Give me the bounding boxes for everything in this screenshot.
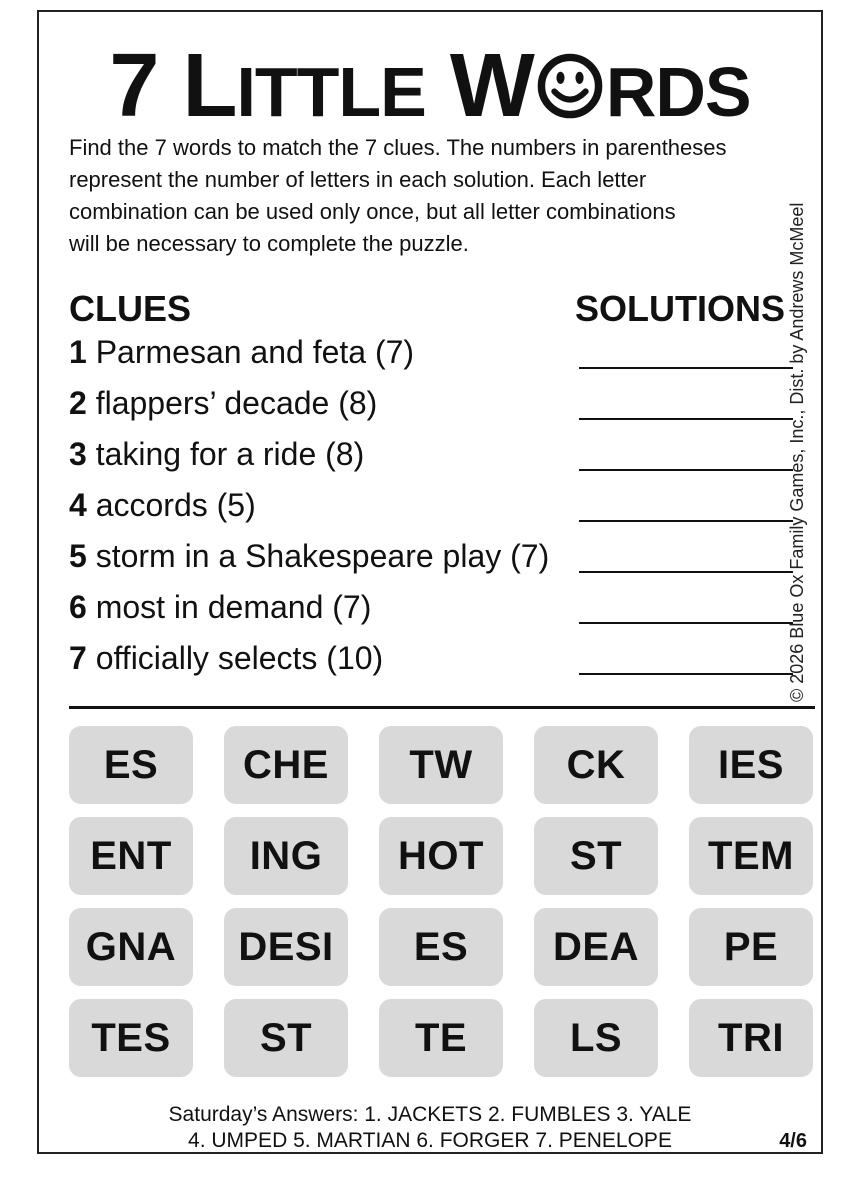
clue-number: 5 [69, 538, 87, 574]
title-l: L [182, 36, 237, 136]
clue-4 [69, 485, 256, 525]
solution-blank-3[interactable] [579, 469, 793, 471]
letter-tile[interactable]: PE [689, 908, 813, 986]
instructions-line: Find the 7 words to match the 7 clues. The numbers in parentheses [69, 135, 727, 160]
letter-tile[interactable]: ING [224, 817, 348, 895]
solution-blank-2[interactable] [579, 418, 793, 420]
puzzle-title [39, 36, 821, 142]
clue-7 [69, 638, 383, 678]
clue-number: 1 [69, 334, 87, 370]
clues-header: CLUES [69, 288, 192, 329]
clue-text: most in demand (7) [86, 589, 372, 625]
clue-6 [69, 587, 371, 627]
solutions-header: SOLUTIONS [575, 288, 786, 329]
letter-tile[interactable]: TES [69, 999, 193, 1077]
letter-tile[interactable]: DEA [534, 908, 658, 986]
clue-number: 2 [69, 385, 87, 421]
letter-tile[interactable]: TE [379, 999, 503, 1077]
clue-text: taking for a ride (8) [86, 436, 365, 472]
divider-rule [69, 706, 815, 709]
title-rds: RDS [605, 53, 751, 131]
letter-tile[interactable]: ES [379, 908, 503, 986]
letter-tile[interactable]: CK [534, 726, 658, 804]
solution-blank-6[interactable] [579, 622, 793, 624]
clue-text: accords (5) [86, 487, 256, 523]
puzzle-frame [37, 10, 823, 1154]
letter-tile[interactable]: GNA [69, 908, 193, 986]
clue-text: flappers’ decade (8) [86, 385, 378, 421]
instructions [69, 132, 817, 260]
instructions-line: will be necessary to complete the puzzle. [69, 231, 469, 256]
clue-2 [69, 383, 377, 423]
solution-blank-7[interactable] [579, 673, 793, 675]
clue-text: officially selects (10) [86, 640, 384, 676]
clue-5 [69, 536, 549, 576]
clue-1 [69, 332, 414, 372]
clue-3 [69, 434, 364, 474]
solution-blank-5[interactable] [579, 571, 793, 573]
letter-tile[interactable]: CHE [224, 726, 348, 804]
clue-number: 7 [69, 640, 87, 676]
letter-tile[interactable]: IES [689, 726, 813, 804]
previous-answers-line-2: 4. UMPED 5. MARTIAN 6. FORGER 7. PENELOPE [188, 1129, 672, 1152]
solution-blank-1[interactable] [579, 367, 793, 369]
letter-tile[interactable]: ST [224, 999, 348, 1077]
solution-blank-4[interactable] [579, 520, 793, 522]
letter-tile[interactable]: DESI [224, 908, 348, 986]
title-w: W [449, 36, 534, 136]
instructions-line: represent the number of letters in each solution. Each letter [69, 167, 647, 192]
clue-number: 4 [69, 487, 87, 523]
letter-tile[interactable]: TRI [689, 999, 813, 1077]
letter-tile[interactable]: TW [379, 726, 503, 804]
letter-tile[interactable]: TEM [689, 817, 813, 895]
letter-tile[interactable]: HOT [379, 817, 503, 895]
letter-tile[interactable]: ST [534, 817, 658, 895]
smiley-icon [536, 52, 604, 120]
instructions-line: combination can be used only once, but all letter combinations [69, 199, 676, 224]
copyright-credit: © 2026 Blue Ox Family Games, Inc., Dist. by Andrews McMeel [787, 202, 807, 702]
previous-answers-line-1: Saturday’s Answers: 1. JACKETS 2. FUMBLES 3. YALE [168, 1103, 692, 1126]
clue-number: 6 [69, 589, 87, 625]
title-number: 7 [109, 36, 159, 136]
letter-tile[interactable]: ENT [69, 817, 193, 895]
letter-tile[interactable]: ES [69, 726, 193, 804]
clue-text: storm in a Shakespeare play (7) [86, 538, 550, 574]
clue-number: 3 [69, 436, 87, 472]
clue-text: Parmesan and feta (7) [86, 334, 415, 370]
page-number: 4/6 [779, 1130, 807, 1152]
letter-tile[interactable]: LS [534, 999, 658, 1077]
title-ittle: ITTLE [236, 53, 426, 131]
